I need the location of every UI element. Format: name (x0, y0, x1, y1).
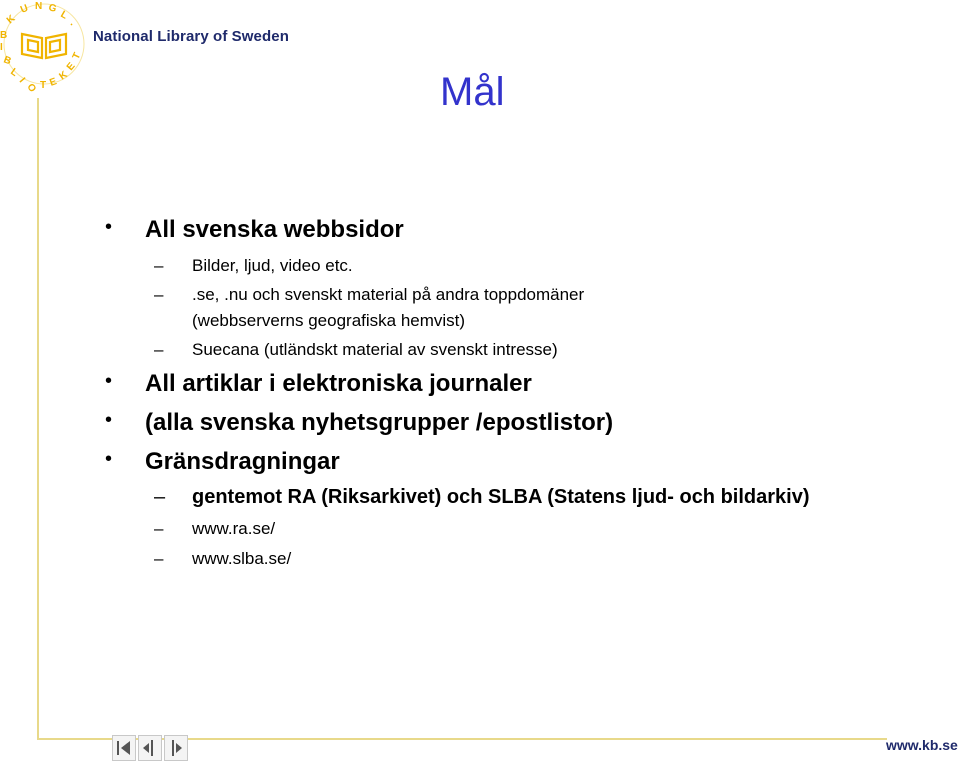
sub-marker: – (154, 549, 164, 568)
bullet-text: Gränsdragningar (145, 448, 340, 475)
svg-text:E: E (48, 76, 59, 89)
bullet-item (105, 370, 532, 398)
svg-text:U: U (19, 2, 30, 16)
sub-bullet-text: Suecana (utländskt material av svenskt intresse) (192, 340, 558, 359)
back-icon (139, 736, 161, 760)
sub-marker: – (154, 519, 164, 538)
svg-text:B: B (0, 30, 8, 41)
sub-bullet-text: (webbserverns geografiska hemvist) (192, 311, 466, 330)
bullet-item (105, 216, 404, 244)
slide-navigation (112, 731, 182, 765)
sub-marker: – (154, 340, 164, 359)
bullet-text: (alla svenska nyhetsgrupper /epostlistor) (145, 409, 614, 436)
nav-forward-button[interactable] (164, 735, 188, 761)
sub-bullet-continuation (192, 311, 465, 331)
svg-text:.: . (67, 18, 78, 29)
sub-bullet-item (154, 256, 353, 276)
nav-first-button[interactable] (112, 735, 136, 761)
sub-bullet-item (154, 340, 558, 360)
kb-seal-logo (0, 0, 88, 95)
sub-bullet-item (154, 285, 585, 305)
sub-bullet-item (154, 549, 292, 569)
bullet-marker: • (105, 409, 113, 431)
svg-text:K: K (4, 13, 18, 27)
sub-marker: – (154, 285, 164, 304)
svg-text:E: E (64, 60, 78, 73)
sub-bullet-item (154, 486, 810, 509)
bullet-text: All artiklar i elektroniska journaler (145, 370, 532, 397)
svg-text:I: I (16, 75, 27, 86)
svg-text:O: O (24, 82, 38, 95)
bullet-item (105, 409, 614, 437)
sub-bullet-text: www.ra.se/ (192, 519, 276, 538)
sub-marker: – (154, 256, 164, 275)
first-icon (113, 736, 135, 760)
vertical-rule (37, 98, 39, 738)
svg-text:I: I (0, 42, 3, 53)
bullet-item (105, 448, 340, 476)
svg-text:G: G (47, 2, 58, 15)
svg-text:T: T (40, 80, 47, 91)
sub-bullet-item (154, 519, 276, 539)
sub-bullet-text: Bilder, ljud, video etc. (192, 256, 353, 275)
sub-bullet-text: gentemot RA (Riksarkivet) och SLBA (Statens ljud- och bildarkiv) (192, 486, 810, 508)
open-book-icon (22, 34, 66, 58)
svg-text:L: L (58, 9, 70, 22)
sub-bullet-text: www.slba.se/ (192, 549, 292, 568)
bullet-marker: • (105, 370, 113, 392)
svg-text:L: L (8, 66, 20, 79)
svg-text:N: N (35, 1, 43, 12)
nav-back-button[interactable] (138, 735, 162, 761)
bullet-text: All svenska webbsidor (145, 216, 404, 243)
svg-text:K: K (57, 69, 70, 83)
org-name: National Library of Sweden (93, 28, 289, 45)
svg-text:B: B (1, 54, 13, 68)
bullet-marker: • (105, 216, 113, 238)
footer-url[interactable]: www.kb.se (886, 737, 958, 753)
sub-marker: – (154, 486, 166, 508)
sub-bullet-text: .se, .nu och svenskt material på andra toppdomäner (192, 285, 585, 304)
forward-icon (165, 736, 187, 760)
svg-text:T: T (70, 51, 84, 62)
slide-title: Mål (440, 70, 505, 114)
bullet-marker: • (105, 448, 113, 470)
